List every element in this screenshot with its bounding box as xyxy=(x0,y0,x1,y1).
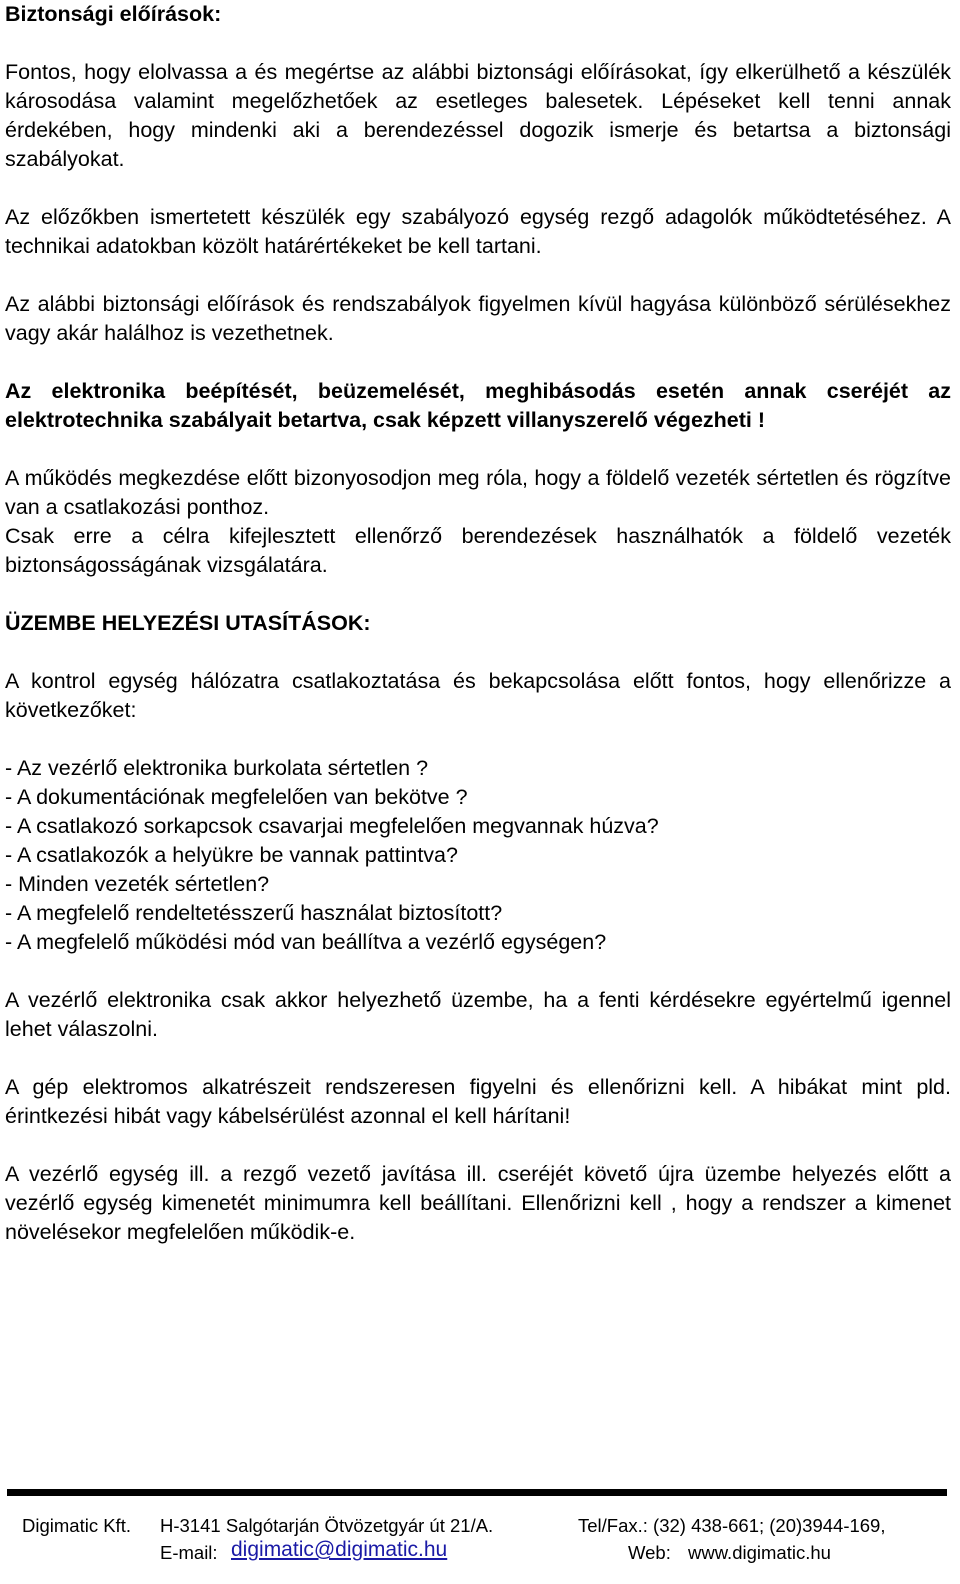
startup-inspect-paragraph: A gép elektromos alkatrészeit rendszeresen figyelni és ellenőrizni kell. A hibákat mint pld. érintkezési hibát vagy kábelsérülést azonnal el kell hárítani! xyxy=(5,1075,951,1128)
checklist-item: - Az vezérlő elektronika burkolata sértetlen ? xyxy=(5,756,429,780)
startup-checklist xyxy=(5,754,951,957)
startup-repair-paragraph: A vezérlő egység ill. a rezgő vezető javítása ill. cseréjét követő újra üzembe helyezés előtt a vezérlő egység kimenetét minimumra kell beállítani. Ellenőrizni kell , hogy a rendszer a kimenet növelésekor megfelelően működik-e. xyxy=(5,1162,951,1244)
footer-email-label: E-mail: xyxy=(160,1542,218,1563)
footer-row-address xyxy=(0,1512,960,1539)
checklist-item: - A megfelelő működési mód van beállítva a vezérlő egységen? xyxy=(5,930,607,954)
footer-telfax: Tel/Fax.: (32) 438-661; (20)3944-169, xyxy=(578,1515,886,1536)
checklist-item: - A csatlakozó sorkapcsok csavarjai megfelelően megvannak húzva? xyxy=(5,814,659,838)
footer-email-link[interactable]: digimatic@digimatic.hu xyxy=(231,1538,448,1561)
safety-paragraph-warning: Az alábbi biztonsági előírások és rendszabályok figyelmen kívül hagyása különböző sérülésekhez vagy akár halálhoz is vezethetnek. xyxy=(5,292,951,345)
safety-paragraph-electrician: Az elektronika beépítését, beüzemelését, meghibásodás esetén annak cseréjét az elektrotechnika szabályait betartva, csak képzett villanyszerelő végezheti ! xyxy=(5,379,951,432)
safety-heading: Biztonsági előírások: xyxy=(5,2,222,26)
footer-divider xyxy=(7,1489,947,1496)
footer xyxy=(0,1512,960,1566)
checklist-item: - A megfelelő rendeltetésszerű használat biztosított? xyxy=(5,901,503,925)
checklist-item: - Minden vezeték sértetlen? xyxy=(5,872,270,896)
safety-paragraph-testing: Csak erre a célra kifejlesztett ellenőrző berendezések használhatók a földelő vezeték biztonságosságának vizsgálatára. xyxy=(5,524,951,577)
document-body xyxy=(5,0,951,1276)
startup-intro: A kontrol egység hálózatra csatlakoztatása és bekapcsolása előtt fontos, hogy ellenőrizze a következőket: xyxy=(5,669,951,722)
footer-company: Digimatic Kft. xyxy=(22,1515,131,1536)
footer-web-link[interactable]: www.digimatic.hu xyxy=(688,1542,831,1563)
checklist-item: - A csatlakozók a helyükre be vannak pattintva? xyxy=(5,843,458,867)
safety-paragraph-device: Az előzőkben ismertetett készülék egy szabályozó egység rezgő adagolók működtetéséhez. A technikai adatokban közölt határértékeket be kell tartani. xyxy=(5,205,951,258)
checklist-item: - A dokumentációnak megfelelően van bekötve ? xyxy=(5,785,468,809)
startup-confirm-paragraph: A vezérlő elektronika csak akkor helyezhető üzembe, ha a fenti kérdésekre egyértelmű igennel lehet válaszolni. xyxy=(5,988,951,1041)
footer-address: H-3141 Salgótarján Ötvözetgyár út 21/A. xyxy=(160,1515,494,1536)
footer-row-contact xyxy=(0,1539,960,1566)
safety-paragraph-intro: Fontos, hogy elolvassa a és megértse az alábbi biztonsági előírásokat, így elkerülhető a készülék károsodása valamint megelőzhetőek az esetleges balesetek. Lépéseket kell tenni annak érdekében, hogy mindenki aki a berendezéssel dogozik ismerje és betartsa a biztonsági szabályokat. xyxy=(5,60,951,171)
safety-paragraph-grounding: A működés megkezdése előtt bizonyosodjon meg róla, hogy a földelő vezeték sértetlen és rögzítve van a csatlakozási ponthoz. xyxy=(5,466,951,519)
footer-web-label: Web: xyxy=(628,1542,671,1563)
startup-heading: ÜZEMBE HELYEZÉSI UTASÍTÁSOK: xyxy=(5,611,371,635)
